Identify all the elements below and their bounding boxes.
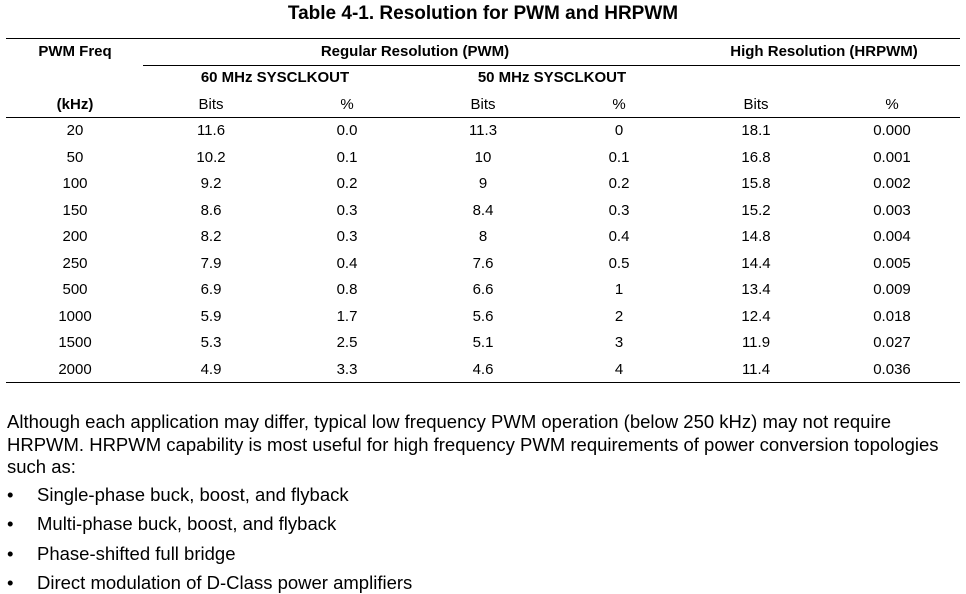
table-cell-pct-hr: 0.004 [873,228,911,245]
bullet-icon: • [7,543,14,564]
table-cell-bits-50: 8.4 [472,201,494,219]
table-cell-bits-50: 5.6 [472,307,494,325]
table-cell-bits-50: 8 [478,228,488,245]
table-cell-bits-hr: 14.4 [741,254,771,272]
table-cell-pct-60: 0.1 [336,148,358,166]
table-cell-pct-60: 0.0 [336,122,358,139]
table-cell-pct-60: 3.3 [336,360,358,378]
header-bits-60: Bits [198,96,224,113]
table-cell-pct-60: 0.3 [336,201,358,219]
table-cell-freq: 250 [62,254,88,272]
table-cell-freq: 1500 [58,334,92,351]
table-cell-freq: 1000 [58,307,92,325]
table-cell-bits-hr: 12.4 [741,307,771,325]
header-high-resolution: High Resolution (HRPWM) [730,43,918,60]
table-cell-bits-hr: 11.4 [741,360,771,378]
table-cell-freq: 150 [62,201,88,219]
table-cell-bits-60: 6.9 [200,281,222,298]
table-cell-pct-hr: 0.018 [873,307,911,325]
table-cell-bits-50: 6.6 [472,281,494,298]
table-cell-bits-50: 10 [474,148,492,166]
table-cell-freq: 200 [62,228,88,245]
header-60mhz-sysclkout: 60 MHz SYSCLKOUT [200,69,350,86]
table-cell-pct-hr: 0.009 [873,281,911,298]
bullet-icon: • [7,484,14,505]
table-cell-freq: 100 [62,175,88,192]
table-cell-freq: 2000 [58,360,92,378]
table-cell-pct-hr: 0.027 [873,334,911,351]
header-bits-hr: Bits [743,96,769,113]
table-cell-freq: 20 [66,122,84,139]
table-cell-freq: 500 [62,281,88,298]
table-cell-bits-60: 8.6 [200,201,222,219]
header-pct-50: % [612,96,626,113]
list-item-text: Multi-phase buck, boost, and flyback [37,513,337,534]
list-item-text: Direct modulation of D-Class power amplifiers [37,572,413,593]
table-cell-pct-hr: 0.002 [873,175,911,192]
table-cell-pct-50: 0.3 [608,201,630,219]
table-cell-bits-50: 9 [478,175,488,192]
table-cell-bits-hr: 14.8 [741,228,771,245]
body-paragraph: Although each application may differ, typical low frequency PWM operation (below 250 kHz) may not require HRPWM. HRPWM capability is most useful for high frequency PWM requirements of power conversion topologies such as: [7,411,939,477]
table-cell-bits-50: 4.6 [472,360,494,378]
table-title: Table 4-1. Resolution for PWM and HRPWM [287,3,679,24]
table-cell-pct-hr: 0.000 [873,122,911,139]
table-cell-pct-60: 2.5 [336,334,358,351]
table-cell-pct-50: 4 [614,360,624,378]
header-regular-resolution: Regular Resolution (PWM) [320,43,510,60]
table-cell-pct-50: 0.2 [608,175,630,192]
table-cell-bits-hr: 15.2 [741,201,771,219]
table-cell-pct-60: 0.8 [336,281,358,298]
table-cell-pct-50: 2 [614,307,624,325]
header-pwm-freq: PWM Freq [38,43,112,60]
table-cell-bits-60: 11.6 [196,122,226,139]
table-cell-pct-50: 1 [614,281,624,298]
table-cell-bits-60: 4.9 [200,360,222,378]
table-cell-pct-50: 0 [614,122,624,139]
header-pct-hr: % [885,96,899,113]
table-cell-freq: 50 [66,148,84,166]
bullet-icon: • [7,572,14,593]
table-cell-bits-hr: 15.8 [741,175,771,192]
table-cell-bits-hr: 13.4 [741,281,771,298]
header-50mhz-sysclkout: 50 MHz SYSCLKOUT [477,69,627,86]
table-cell-bits-60: 5.9 [200,307,222,325]
table-cell-bits-50: 11.3 [468,122,498,139]
table-top-rule [6,38,960,39]
table-cell-bits-50: 7.6 [472,254,494,272]
bullet-icon: • [7,513,14,534]
list-item-text: Single-phase buck, boost, and flyback [37,484,349,505]
table-cell-bits-50: 5.1 [472,334,494,351]
table-cell-bits-hr: 16.8 [741,148,771,166]
table-cell-pct-60: 1.7 [336,307,358,325]
table-cell-bits-hr: 11.9 [741,334,771,351]
table-cell-pct-60: 0.4 [336,254,358,272]
table-cell-pct-50: 0.5 [608,254,630,272]
header-unit-khz: (kHz) [56,96,94,113]
table-cell-bits-hr: 18.1 [741,122,771,139]
table-cell-pct-50: 0.1 [608,148,630,166]
header-bottom-rule [6,117,960,118]
table-cell-bits-60: 9.2 [200,175,222,192]
header-bits-50: Bits [470,96,496,113]
table-bottom-rule [6,382,960,383]
header-pct-60: % [340,96,354,113]
table-cell-bits-60: 7.9 [200,254,222,272]
list-item-text: Phase-shifted full bridge [37,543,236,564]
table-cell-pct-hr: 0.003 [873,201,911,219]
table-cell-pct-50: 3 [614,334,624,351]
table-cell-pct-60: 0.3 [336,228,358,245]
table-cell-pct-50: 0.4 [608,228,630,245]
table-cell-pct-hr: 0.001 [873,148,911,166]
table-cell-bits-60: 10.2 [196,148,226,166]
table-cell-pct-60: 0.2 [336,175,358,192]
table-cell-pct-hr: 0.005 [873,254,911,272]
table-cell-pct-hr: 0.036 [873,360,911,378]
table-cell-bits-60: 5.3 [200,334,222,351]
table-cell-bits-60: 8.2 [200,228,222,245]
group-header-rule [143,65,960,66]
